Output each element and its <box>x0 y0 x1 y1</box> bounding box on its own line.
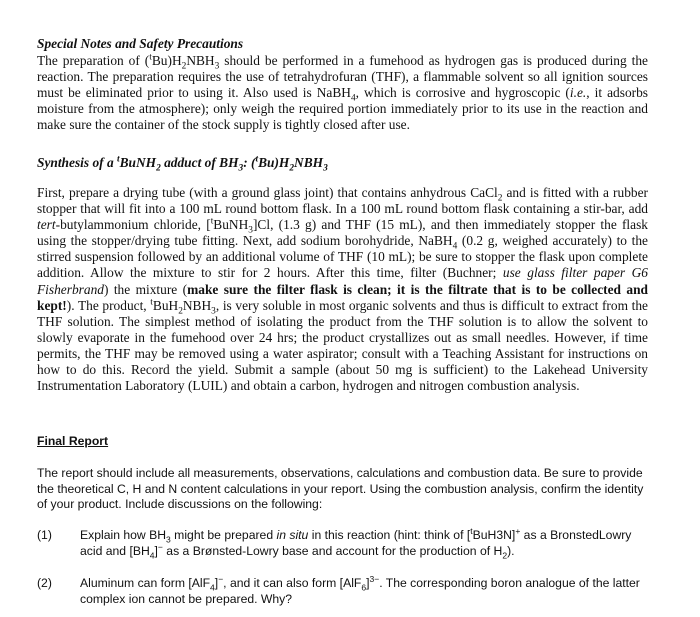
final-report-title: Final Report <box>37 434 109 448</box>
question-1-text: Explain how $BH_3$ might be prepared in situ in this reaction (hint: think of [$^t$BuH3N]+ as a BronstedLowry acid and $[BH_4]^-$ as a Brønsted-Lowry base and account for the production of $H_2$). <box>80 525 632 560</box>
question-2-number: (2) <box>37 576 52 590</box>
final-report-intro: The report should include all measurements, observations, calculations and combustion data. Be sure to provide the theoretical C, H and N content calculations in your report. Using the combustion analysis, confirm the identity of your product. Include discussions on the following: <box>37 466 644 511</box>
safety-heading: Special Notes and Safety Precautions <box>37 36 244 51</box>
safety-paragraph: The preparation of $(^tBu)H_2NBH_3$ should be performed in a fumehood as hydrogen gas is produced during the reaction. The preparation requires the use of tetrahydrofuran (THF), a flammable solvent so all ignition sources must be eliminated prior to using it. Also used is NaBH$_4$, which is corrosive and hygroscopic (i.e., it adsorbs moisture from the atmosphere); only weigh the required portion immediately prior to its use in the reaction and make sure the container of the stock supply is tightly closed after use. <box>37 52 649 133</box>
synthesis-heading: Synthesis of a $^t$BuNH$_2$ adduct of $BH_3$: $(^tBu)H_2NBH_3$ <box>37 154 328 174</box>
question-2-text: Aluminum can form [AlF$_4$]−, and it can also form $[AlF_6]^{3-}$. The corresponding boron analogue of the latter complex ion cannot be prepared. Why? <box>80 573 640 606</box>
synthesis-paragraph: First, prepare a drying tube (with a ground glass joint) that contains anhydrous CaCl$_2$ and is fitted with a rubber stopper that will fit into a 100 mL round bottom flask. In a 100 mL round bottom flask containing a stir-bar, add tert-butylammonium chloride, [$^t$BuNH$_3$]Cl, (1.3 g) and THF (15 mL), and then immediately stopper the flask using the stopper/drying tube fitting. Next, add sodium borohydride, NaBH$_4$ (0.2 g, weighed accurately) to the stirred suspension followed by an additional volume of THF (10 mL); be sure to stopper the flask upon complete addition. Allow the mixture to stir for 2 hours. After this time, filter (Buchner; use glass filter paper G6 Fisherbrand) the mixture (make sure the filter flask is clean; it is the filtrate that is to be collected and kept!). The product, $^tBuH_2NBH_3$, is very soluble in most organic solvents and thus is difficult to extract from the THF solution. The simplest method of isolating the product from the THF solution is to allow the solvent to slowly evaporate in the fumehood over 24 hrs; the product crystallizes out as small needles. However, if time permits, the THF may be removed using a water aspirator; consult with a Teaching Assistant for instructions on how to do this. Record the yield. Submit a sample (about 50 mg is sufficient) to the Lakehead University Instrumentation Laboratory (LUIL) and obtain a carbon, hydrogen and nitrogen combustion analysis. <box>37 185 649 394</box>
question-1-number: (1) <box>37 528 52 542</box>
